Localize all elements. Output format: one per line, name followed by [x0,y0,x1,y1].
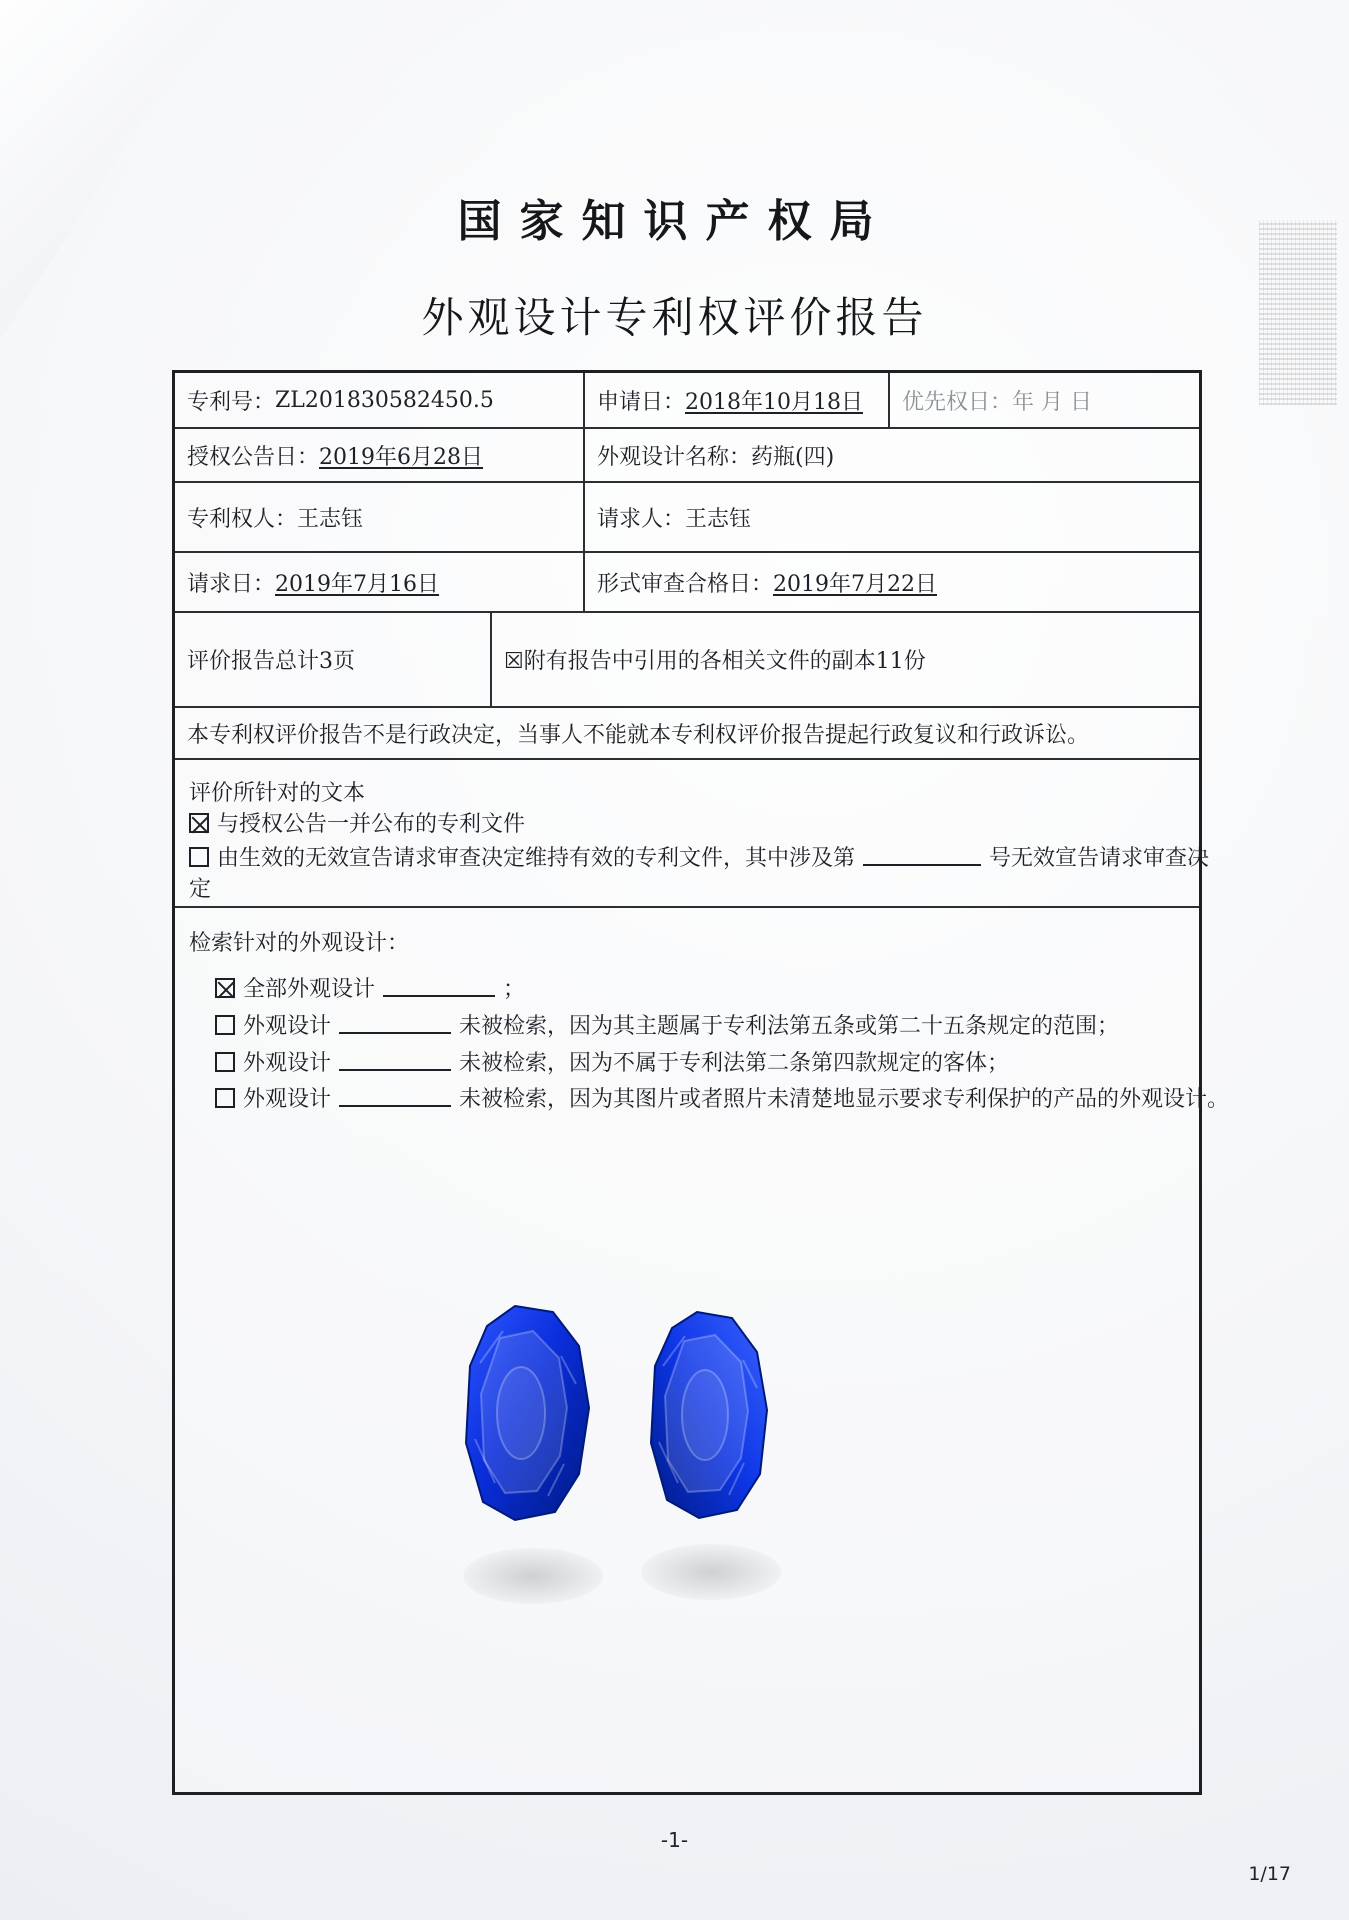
search-option-3-label: 外观设计 [243,1051,332,1076]
exam-date-value: 2019年7月22日 [773,571,937,597]
search-option-2-tail: 未被检索，因为其主题属于专利法第五条或第二十五条规定的范围； [459,1014,1120,1039]
attachment-cell [490,613,1205,706]
text-basis-option-2-tail: 定 [189,877,212,902]
search-option-3-tail: 未被检索，因为不属于专利法第二条第四款规定的客体； [459,1051,1010,1076]
pages-cell [175,613,490,706]
report-title: 外观设计专利权评价报告 [421,293,928,342]
search-option-1-label: 全部外观设计 [243,977,376,1002]
filing-date-label: 申请日： [597,389,686,415]
grant-date-cell [175,429,583,481]
owner-value: 王志钰 [297,506,364,532]
row-request-exam-date [175,553,1199,613]
design-name-value: 药瓶(四) [751,444,835,470]
blank-line [863,863,981,866]
page-mark: -1- [660,1828,689,1852]
row-patent-filing-priority [175,373,1199,429]
request-date-value: 2019年7月16日 [275,571,439,597]
exam-date-label: 形式审查合格日： [597,571,774,597]
filing-date-cell [583,373,888,427]
checked-box-icon [189,813,209,833]
attachment-text: ☒附有报告中引用的各相关文件的副本11份 [504,649,926,674]
text-basis-option-2 [189,841,1209,872]
design-name-cell [583,429,1205,481]
request-date-cell [175,553,583,611]
row-summary [175,613,1199,708]
design-photo [175,908,1205,1795]
report-form [172,370,1230,1795]
text-basis-option-1 [189,807,525,838]
search-option-2-label: 外观设计 [243,1014,332,1039]
patent-no-label: 专利号： [187,389,276,415]
requester-value: 王志钰 [685,506,752,532]
row-notice [175,708,1199,760]
priority-date-cell [888,373,1205,427]
search-option-4-label: 外观设计 [243,1087,332,1112]
request-date-label: 请求日： [187,571,276,597]
page-counter: 1/17 [1248,1863,1291,1885]
text-basis-title: 评价所针对的文本 [189,781,366,806]
text-basis-option-1-label: 与授权公告一并公布的专利文件 [217,812,526,837]
grant-date-label: 授权公告日： [187,444,320,470]
text-basis-option-2-prefix: 由生效的无效宣告请求审查决定维持有效的专利文件，其中涉及第 [217,846,856,871]
text-basis-option-2-suffix: 号无效宣告请求审查决 [989,846,1210,871]
row-grant-design-name [175,429,1199,483]
search-option-4-tail: 未被检索，因为其图片或者照片未清楚地显示要求专利保护的产品的外观设计。 [459,1087,1230,1112]
blue-bottle-left [466,1306,589,1520]
patent-no-cell [175,373,583,427]
grant-date-value: 2019年6月28日 [319,444,483,470]
shadow-left-bottle [463,1548,603,1604]
owner-label: 专利权人： [187,506,298,532]
priority-date-label: 优先权日： [902,389,1013,415]
filing-date-value: 2018年10月18日 [685,389,863,415]
row-search-scope [175,908,1230,1795]
requester-label: 请求人： [597,506,686,532]
requester-cell [583,483,1205,551]
blue-bottle-right [651,1312,767,1518]
shadow-right-bottle [641,1544,781,1600]
search-scope-title: 检索针对的外观设计： [189,931,410,956]
row-owner-requester [175,483,1199,553]
search-option-1-tail: ； [503,977,526,1002]
notice-cell [175,708,1199,758]
patent-no-value: ZL201830582450.5 [275,387,494,413]
agency-title: 国家知识产权局 [457,196,892,247]
owner-cell [175,483,583,551]
priority-date-value: 年 月 日 [1012,389,1093,415]
checkbox-icon [189,847,209,867]
notice-text: 本专利权评价报告不是行政决定，当事人不能就本专利权评价报告提起行政复议和行政诉讼。 [187,722,1090,748]
design-name-label: 外观设计名称： [597,444,752,470]
pages-text: 评价报告总计3页 [187,649,355,674]
exam-date-cell [583,553,1205,611]
row-text-basis [175,760,1210,908]
